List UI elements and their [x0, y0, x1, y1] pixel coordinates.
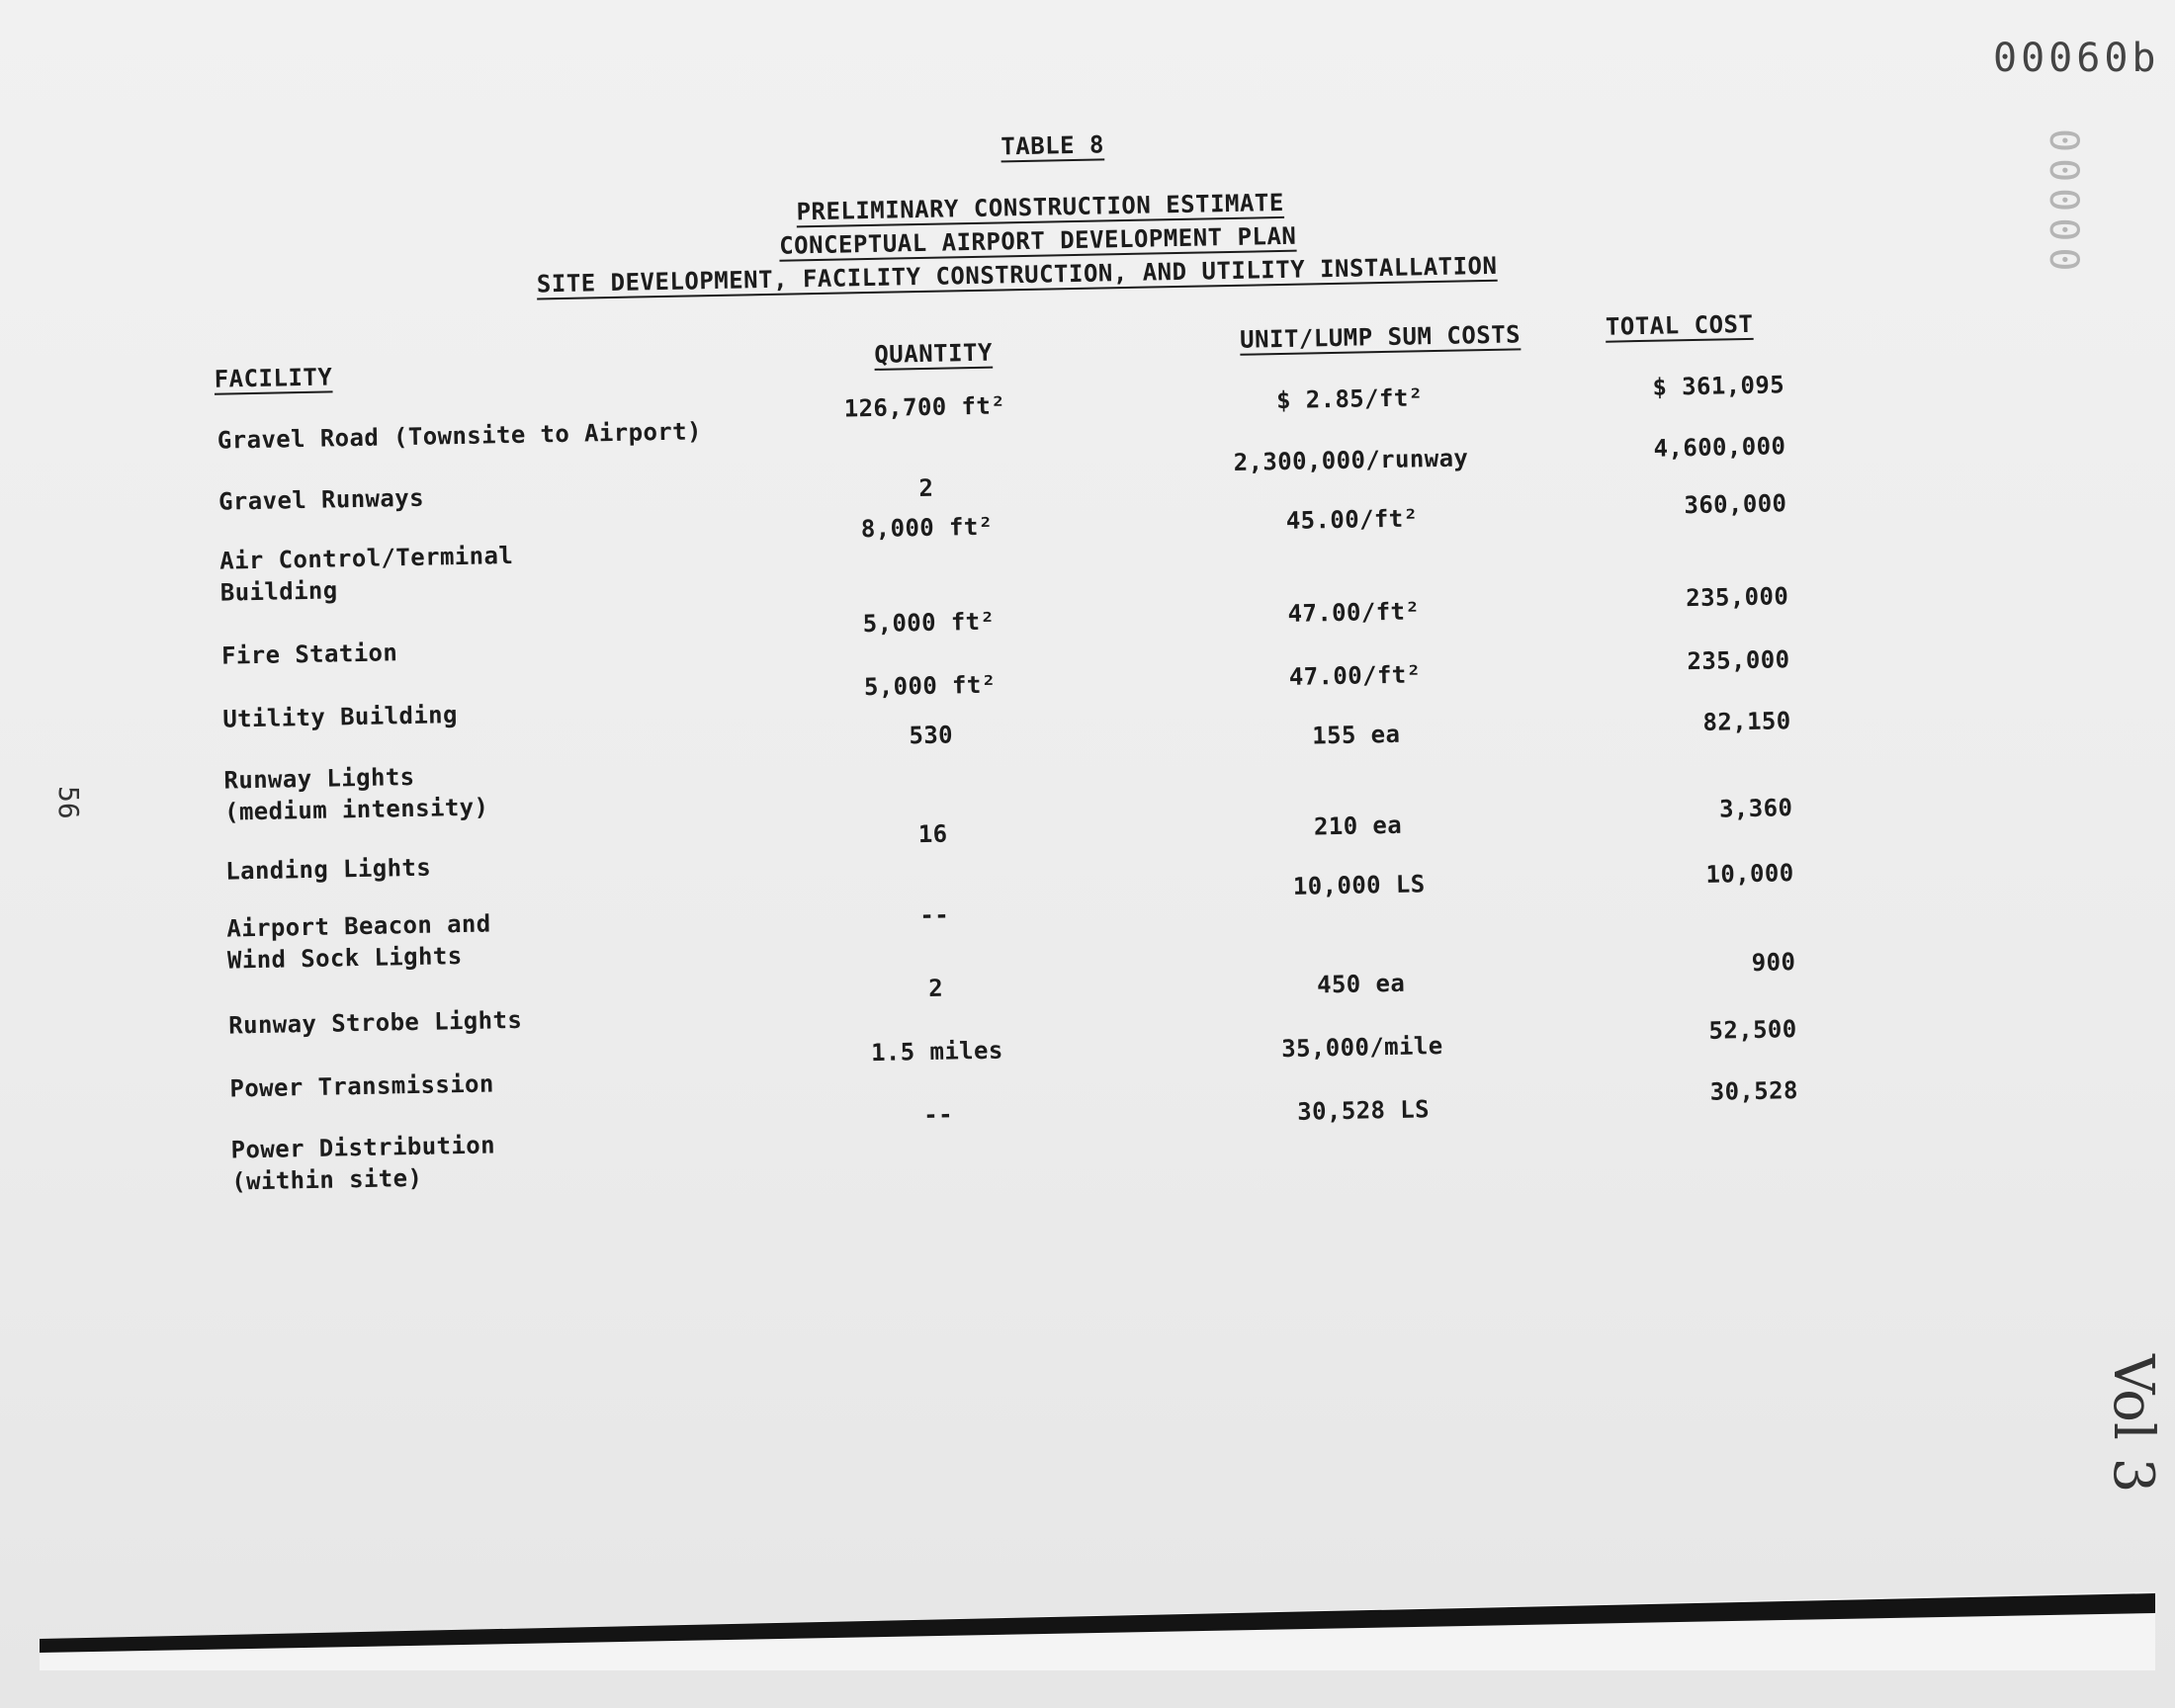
handwritten-volume-note: Vol 3	[2101, 1354, 2165, 1494]
unit-cost-cell: 45.00/ft²	[1285, 504, 1419, 535]
facility-cell: Gravel Road (Townsite to Airport)	[217, 417, 703, 455]
table-label: TABLE 8	[1000, 130, 1105, 161]
quantity-cell: 2	[927, 974, 944, 1002]
unit-cost-cell: 210 ea	[1313, 811, 1403, 841]
unit-cost-cell: 35,000/mile	[1280, 1031, 1443, 1064]
total-cost-cell: 235,000	[1685, 582, 1789, 613]
column-header-quantity: QUANTITY	[874, 338, 994, 369]
unit-cost-cell: 450 ea	[1316, 969, 1406, 999]
unit-cost-cell: 2,300,000/runway	[1233, 444, 1469, 476]
table-8	[198, 106, 1899, 1225]
quantity-cell: 126,700 ft²	[843, 391, 1006, 423]
total-cost-cell: 30,528	[1709, 1076, 1799, 1106]
total-cost-cell: 82,150	[1702, 707, 1791, 736]
unit-cost-cell: 47.00/ft²	[1288, 660, 1422, 691]
quantity-cell: 2	[918, 473, 934, 503]
quantity-cell: 5,000 ft²	[863, 670, 997, 702]
unit-cost-cell: $ 2.85/ft²	[1275, 384, 1424, 415]
facility-cell: Air Control/Terminal Building	[218, 541, 514, 607]
unit-cost-cell: 10,000 LS	[1292, 870, 1426, 900]
total-cost-cell: 235,000	[1687, 645, 1790, 676]
quantity-cell: 1.5 miles	[870, 1036, 1003, 1068]
facility-cell: Airport Beacon and Wind Sock Lights	[226, 909, 491, 975]
title-line-3: SITE DEVELOPMENT, FACILITY CONSTRUCTION, AND UTILITY INSTALLATION	[536, 251, 1498, 299]
total-cost-cell: 360,000	[1684, 489, 1787, 520]
total-cost-cell: $ 361,095	[1652, 371, 1785, 401]
faint-stamp: 00000	[2041, 128, 2086, 278]
unit-cost-cell: 30,528 LS	[1297, 1095, 1431, 1126]
title-line-2: CONCEPTUAL AIRPORT DEVELOPMENT PLAN	[778, 221, 1297, 260]
total-cost-cell: 3,360	[1718, 794, 1793, 823]
quantity-cell: --	[919, 900, 950, 930]
facility-cell: Power Transmission	[229, 1069, 494, 1103]
facility-cell: Fire Station	[220, 639, 398, 670]
facility-cell: Gravel Runways	[218, 483, 425, 516]
facility-cell: Runway Strobe Lights	[227, 1005, 523, 1040]
quantity-cell: 8,000 ft²	[860, 512, 994, 544]
quantity-cell: 530	[909, 721, 954, 750]
unit-cost-cell: 155 ea	[1311, 720, 1401, 750]
facility-cell: Landing Lights	[224, 853, 432, 886]
total-cost-cell: 4,600,000	[1653, 432, 1786, 463]
total-cost-cell: 10,000	[1705, 859, 1794, 889]
facility-cell: Utility Building	[222, 701, 459, 733]
unit-cost-cell: 47.00/ft²	[1287, 597, 1421, 628]
title-line-1: PRELIMINARY CONSTRUCTION ESTIMATE	[796, 188, 1285, 226]
total-cost-cell: 52,500	[1708, 1015, 1797, 1045]
page-number: 56	[52, 786, 85, 819]
document-number: 00060b	[1993, 36, 2160, 81]
facility-cell: Runway Lights (medium intensity)	[223, 762, 489, 826]
total-cost-cell: 900	[1751, 948, 1796, 977]
quantity-cell: 5,000 ft²	[862, 607, 996, 639]
page-edge-shadow	[40, 1591, 2155, 1670]
column-header-facility: FACILITY	[214, 363, 333, 393]
facility-cell: Power Distribution (within site)	[230, 1131, 496, 1196]
column-header-total-cost: TOTAL COST	[1605, 309, 1754, 341]
quantity-cell: 16	[917, 819, 948, 849]
column-header-unit-cost: UNIT/LUMP SUM COSTS	[1239, 320, 1522, 354]
quantity-cell: --	[922, 1100, 954, 1130]
